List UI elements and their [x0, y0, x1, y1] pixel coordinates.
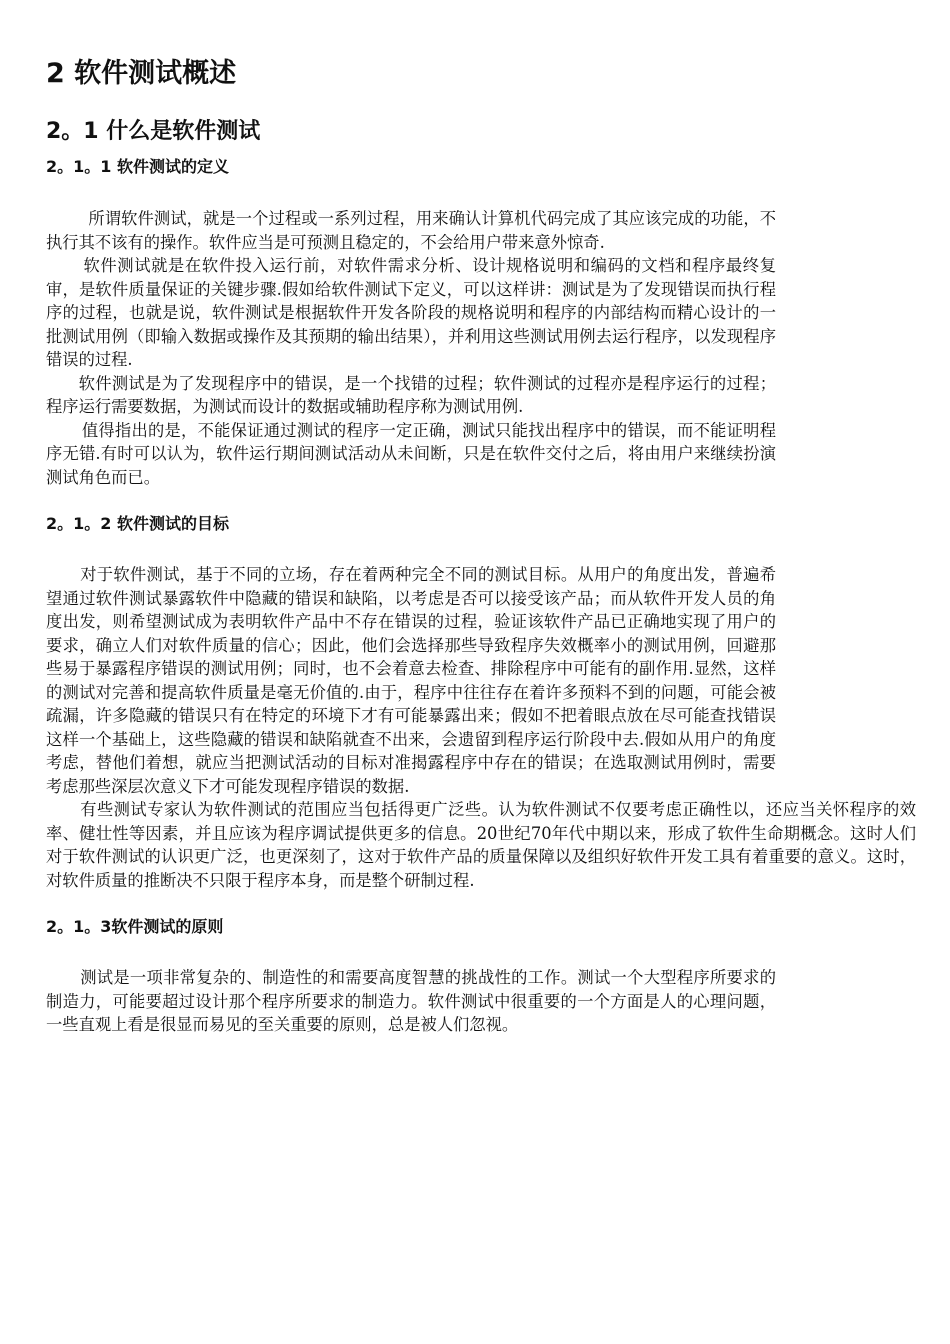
subsection-title-principles: 2。1。3软件测试的原则 [46, 917, 224, 936]
paragraph: 软件测试是为了发现程序中的错误，是一个找错的过程；软件测试的过程亦是程序运行的过程；程序运行需要数据，为测试而设计的数据或辅助程序称为测试用例. [46, 373, 776, 416]
paragraph: 所谓软件测试，就是一个过程或一系列过程，用来确认计算机代码完成了其应该完成的功能，不执行其不该有的操作。软件应当是可预测且稳定的，不会给用户带来意外惊奇. [46, 209, 776, 252]
section-title: 2。1 什么是软件测试 [46, 119, 261, 144]
paragraph: 软件测试就是在软件投入运行前，对软件需求分析、设计规格说明和编码的文档和程序最终复审，是软件质量保证的关键步骤.假如给软件测试下定义，可以这样讲：测试是为了发现错误而执行程序的过程，也就是说，软件测试是根据软件开发各阶段的规格说明和程序的内部结构而精心设计的一批测试用例（即输入数据或操作及其预期的输出结果），并利用这些测试用例去运行程序，以发现程序错误的过程. [46, 256, 776, 369]
paragraph: 对于软件测试，基于不同的立场，存在着两种完全不同的测试目标。从用户的角度出发，普遍希望通过软件测试暴露软件中隐藏的错误和缺陷，以考虑是否可以接受该产品；而从软件开发人员的角度出发，则希望测试成为表明软件产品中不存在错误的过程，验证该软件产品已正确地实现了用户的要求，确立人们对软件质量的信心；因此，他们会选择那些导致程序失效概率小的测试用例，回避那些易于暴露程序错误的测试用例；同时，也不会着意去检查、排除程序中可能有的副作用.显然，这样的测试对完善和提高软件质量是毫无价值的.由于，程序中往往存在着许多预料不到的问题，可能会被疏漏，许多隐藏的错误只有在特定的环境下才有可能暴露出来；假如不把着眼点放在尽可能查找错误这样一个基础上，这些隐藏的错误和缺陷就查不出来，会遗留到程序运行阶段中去.假如从用户的角度考虑，替他们着想，就应当把测试活动的目标对准揭露程序中存在的错误；在选取测试用例时，需要考虑那些深层次意义下才可能发现程序错误的数据. [46, 565, 776, 796]
paragraph: 测试是一项非常复杂的、制造性的和需要高度智慧的挑战性的工作。测试一个大型程序所要求的制造力，可能要超过设计那个程序所要求的制造力。软件测试中很重要的一个方面是人的心理问题，一些直观上看是很显而易见的至关重要的原则，总是被人们忽视。 [46, 968, 776, 1034]
chapter-title: 2 软件测试概述 [46, 58, 237, 89]
paragraph: 有些测试专家认为软件测试的范围应当包括得更广泛些。认为软件测试不仅要考虑正确性以，还应当关怀程序的效率、健壮性等因素，并且应该为程序调试提供更多的信息。20世纪70年代中期以来，形成了软件生命期概念。这时人们对于软件测试的认识更广泛，也更深刻了，这对于软件产品的质量保障以及组织好软件开发工具有着重要的意义。这时，对软件质量的推断决不只限于程序本身，而是整个研制过程. [46, 800, 916, 890]
subsection-title-goals: 2。1。2 软件测试的目标 [46, 514, 229, 533]
paragraph: 值得指出的是，不能保证通过测试的程序一定正确，测试只能找出程序中的错误，而不能证明程序无错.有时可以认为，软件运行期间测试活动从未间断，只是在软件交付之后，将由用户来继续扮演测试角色而已。 [46, 420, 776, 487]
subsection-title-definition: 2。1。1 软件测试的定义 [46, 157, 229, 176]
